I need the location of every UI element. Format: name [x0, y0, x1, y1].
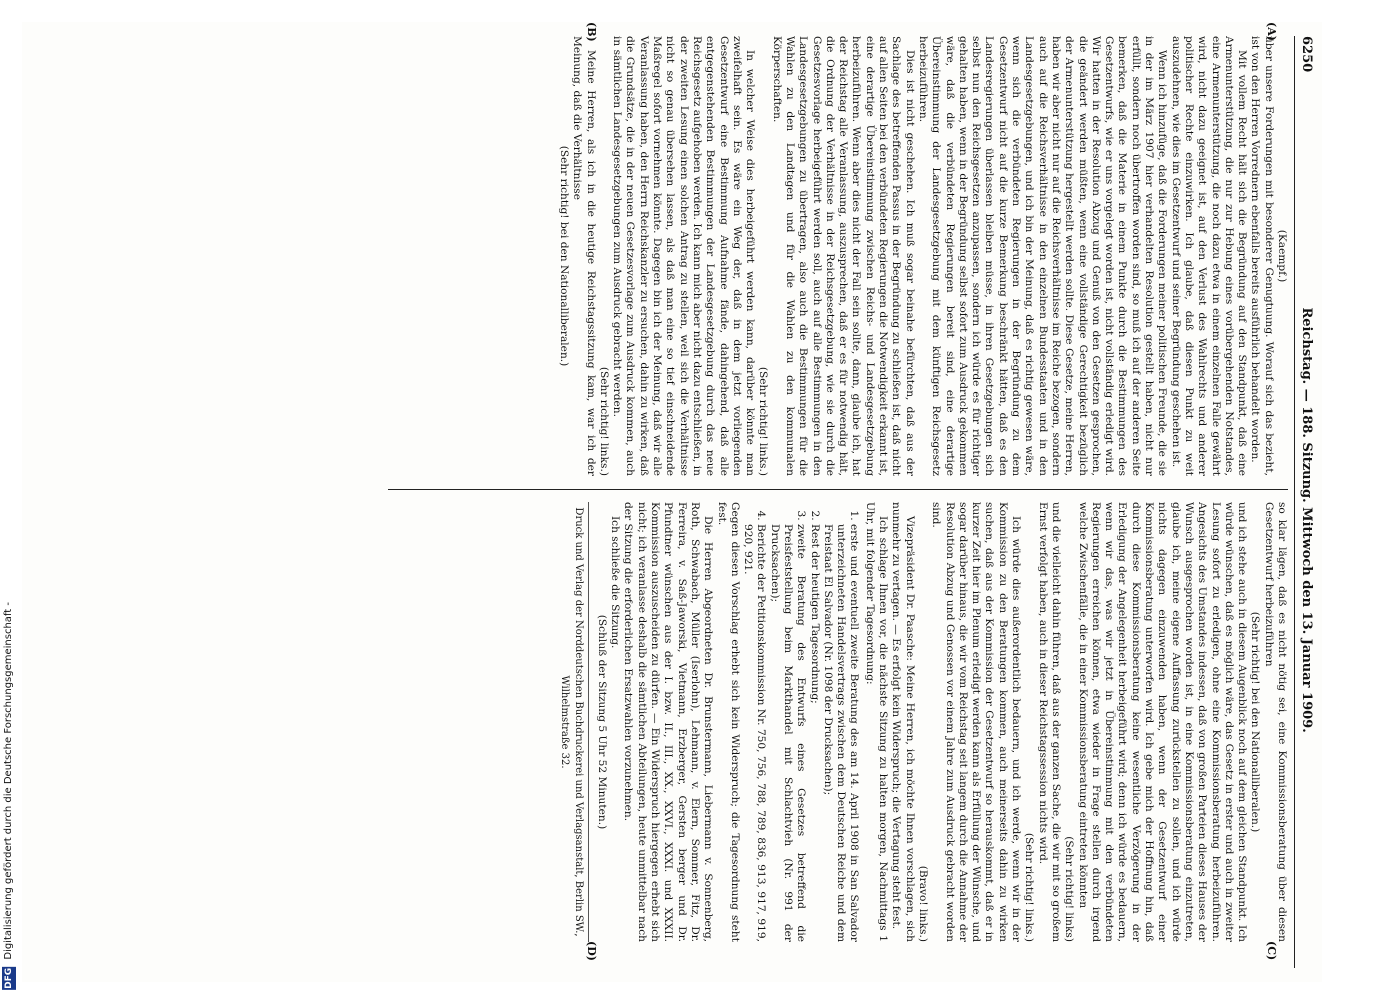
paragraph: Meine Herren, als ich in die heutige Reichstagssitzung kam, war ich der Meinung, daß die Verhältnisse [571, 36, 597, 476]
agenda-item: 2. Rest der heutigen Tagesordnung; [807, 524, 820, 942]
paragraph: so klar lägen, daß es nicht nötig sei, eine Kommissionsberatung über diesen Gesetzentwurf herbeizuführen [1262, 502, 1288, 942]
rotated-page [22, 22, 1322, 982]
margin-mark-c: (C) [1265, 941, 1278, 961]
closing-time: (Schluß der Sitzung 5 Uhr 52 Minuten.) [595, 614, 608, 830]
digitization-text: Digitalisierung gefördert durch die Deutsche Forschungsgemeinschaft - [3, 602, 14, 960]
agenda-list [741, 502, 861, 942]
interjection: (Sehr richtig! links.) [757, 366, 770, 476]
members-note: Die Herren Abgeordneten Dr. Brunstermann, Liebermann v. Sonnenberg, Roth, Schwabach, Müller (Iserlohn), Lehmann, v. Elern, Sommer, Fitz, Dr. Ferreira, v. Saß-Jaworski, Vietmann, Erzberger, Gersten berger und Dr. Pfundtner wünschen aus der I. bzw. II., III., XX., XXVI., XXXI. und XXXII. Kommission auszuscheiden zu dürfen. — Ein Widerspruch hiergegen erhebt sich nicht; ich veranlasse deshalb die sämtlichen Abteilungen, heute unmittelbar nach der Sitzung die erforderlichen Ersatzwahlen vorzunehmen. [622, 502, 715, 942]
margin-mark-b: (B) [585, 22, 598, 42]
interjection: (Sehr richtig! links.) [597, 366, 610, 476]
margin-mark-d: (D) [585, 941, 598, 961]
margin-mark-a: (A) [1265, 22, 1278, 41]
agenda-item: 4. Berichte der Petitionskommission Nr. 750, 756, 788, 789, 836, 913, 917, 919, 920, 921. [741, 524, 768, 942]
paragraph: Mit vollem Recht hält sich die Begründung auf den Standpunkt, daß eine Armenunterstützung, die nur zur Hebung eines vorübergehenden Notstandes, eine Armenunterstützung, die noch dazu etwa in einem einzelnen Falle gewährt wird, nicht dazu geeignet ist, auf den Verlust des Wahlrechts und anderer politischer Rechte einzuwirken. Ich glaube, daß diesen Punkt zu weit auszudehnen, wie dies im Gesetzentwurf und seiner Begründung geschehen ist. [1169, 36, 1249, 476]
next-sitting: Ich schlage Ihnen vor, die nächste Sitzung zu halten morgen, Nachmittags 1 Uhr, mit folgender Tagesordnung: [863, 502, 890, 942]
agenda-item: 1. erste und eventuell zweite Beratung des am 14. April 1908 in San Salvador unterzeichneten Handelsvertrags zwischen dem Deutschen Reiche und dem Freistaat El Salvador (Nr. 1098 der Drucksachen); [821, 524, 861, 942]
paragraph: Ich würde dies außerordentlich bedauern, und ich werde, wenn wir in der Kommission zu den Beratungen kommen, auch meinerseits dahin zu wirken suchen, daß aus der Kommission der Gesetzentwurf so herauskommt, daß er in kurzer Zeit hier im Plenum erledigt werden kann als Erfüllung der Wünsche, und sogar darüber hinaus, die wir vom Reichstag seit langem durch die Annahme der Resolution Abzug und Genossen vor einem Jahre zum Ausdruck gebracht worden sind. [930, 502, 1023, 942]
closing-statement: Ich schließe die Sitzung. [609, 516, 622, 649]
page-title: Reichstag. — 188. Sitzung. Mittwoch den 13. Januar 1909. [1299, 307, 1314, 733]
text-columns [48, 22, 1288, 968]
paragraph: über unsere Forderungen mit besonderer Genugtuung. Worauf sich das bezieht, ist von den Herren Vorrednern ebenfalls bereits ausführlich behandelt worden. [1249, 36, 1275, 476]
right-column [48, 502, 1288, 942]
paragraph: In welcher Weise dies herbeigeführt werden kann, darüber könnte man zweifelhaft sein. Es wäre ein Weg der, daß in dem jetzt vorliegenden Gesetzentwurf eine Bestimmung Aufnahme fände, dahingehend, daß alle entgegenstehenden Bestimmungen der Landesgesetzgebung durch das neue Reichsgesetz aufgehoben werden. Ich kann mich aber nicht dazu entschließen, in der zweiten Lesung einen solchen Antrag zu stellen, weil sich die Verhältnisse nicht so genau übersehen lassen, als daß man eine so tief einschneidende Maßregel sofort vornehmen könnte. Dagegen bin ich der Meinung, daß wir alle Veranlassung haben, den Herrn Reichskanzler zu ersuchen, dahin zu wirken, daß die Grundsätze, die in der neuen Gesetzesvorlage zum Ausdruck kommen, auch in sämtlichen Landesgesetzgebungen zum Ausdruck gebracht werden. [611, 36, 757, 476]
interjection: (Sehr richtig! links) [1063, 836, 1076, 942]
interjection: (Sehr richtig! links.) [1023, 832, 1036, 942]
vice-president-statement: Vizepräsident Dr. Paasche: Meine Herren, ich möchte Ihnen vorschlagen, sich nunmehr zu vertagen. — Es erfolgt kein Widerspruch; die Vertagung steht fest. [890, 502, 916, 942]
interjection: (Sehr richtig! bei den Nationalliberalen.) [1249, 611, 1262, 833]
column-divider [388, 489, 1288, 490]
dfg-logo: DFG [4, 967, 14, 989]
left-column [48, 36, 1288, 476]
printer-imprint: Druck und Verlag der Norddeutschen Buchdruckerei und Verlagsanstalt, Berlin SW., Wilhelmstraße 32. [558, 502, 589, 942]
agenda-item: 3. zweite Beratung des Entwurfs eines Gesetzes betreffend die Preisfeststellung beim Markthandel mit Schlachtvieh (Nr. 991 der Drucksachen); [767, 524, 807, 942]
speaker-label: (Kaempf.) [1276, 229, 1288, 283]
digitization-note [2, 602, 16, 990]
paragraph: und die vielleicht dahin führen, daß aus der ganzen Sache, die wir mit so großem Ernst verfolgt haben, auch in dieser Reichstagssession nichts wird. [1036, 502, 1062, 942]
page-number: 6250 [1299, 36, 1314, 73]
objection-note: Gegen diesen Vorschlag erhebt sich kein Widerspruch; die Tagesordnung steht fest. [715, 502, 741, 942]
page-header [1294, 36, 1314, 968]
interjection: (Bravo! links.) [916, 865, 929, 942]
paragraph: Wenn ich hinzufüge, daß die Forderungen meiner politischen Freunde, die sie in der im März 1907 hier verhandelten Resolution gestellt haben, nicht nur erfüllt, sondern noch übertroffen worden sind, so muß ich auf der anderen Seite bemerken, daß die Materie in einem Punkte durch die Bestimmungen des Gesetzentwurfs, wie er uns vorgelegt worden ist, nicht vollständig erledigt wird. Wir hatten in der Resolution Abzug und Genuß von den Gesetzen gesprochen, die geändert werden müßten, wenn eine vollständige Gerechtigkeit bezüglich der Armenunterstützung hergestellt werden sollte. Diese Gesetze, meine Herren, haben wir aber nicht nur auf die Reichsverhältnisse im Reiche bezogen, sondern auch auf die Reichsverhältnisse in den einzelnen Bundesstaaten und in den Landesgesetzgebungen, und ich bin der Meinung, daß es richtig gewesen wäre, wenn sich die verbündeten Regierungen in der Begründung zu dem Gesetzentwurf nicht auf die kurze Bemerkung beschränkt hätten, daß es den Landesregierungen überlassen bleiben müsse, in ihren Gesetzgebungen sich selbst nun den Reichsgesetzen anzupassen, sondern ich würde es für richtiger gehalten haben, wenn in der Begründung selbst sofort zum Ausdruck gekommen wäre, daß die verbündeten Regierungen bereit sind, eine derartige Übereinstimmung der Landesgesetzgebung mit dem künftigen Reichsgesetz herbeizuführen. [916, 36, 1169, 476]
paragraph: Dies ist nicht geschehen. Ich muß sogar beinahe befürchten, daß aus der Sachlage des betreffenden Passus in der Begründung zu schließen ist, daß nicht auf allen Seiten bei den verbündeten Regierungen die Notwendigkeit erkannt ist, eine derartige Übereinstimmung zwischen Reichs- und Landesgesetzgebung herbeizuführen. Wenn aber dies nicht der Fall sein sollte, dann, glaube ich, hat der Reichstag alle Veranlassung, auszusprechen, daß er es für notwendig hält, die Ordnung der Verhältnisse in der Reichsgesetzgebung, wie sie durch die Gesetzesvorlage herbeigeführt werden soll, auch auf alle Bestimmungen in den Landesgesetzgebungen zu übertragen, also auch die Bestimmungen für die Wahlen zu den Landtagen und für die Wahlen zu den kommunalen Körperschaften. [770, 36, 916, 476]
interjection: (Sehr richtig! bei den Nationalliberalen.) [557, 145, 570, 367]
paragraph: und ich stehe auch in diesem Augenblick noch auf dem gleichen Standpunkt. Ich würde wünschen, daß es möglich wäre, das Gesetz in erster und auch in zweiter Lesung sofort zu erledigen, ohne eine Kommissionsberatung herbeizuführen. Angesichts des Umstandes indessen, daß von großen Parteien dieses Hauses der Wunsch ausgesprochen worden ist, in eine Kommissionsberatung einzutreten, glaube ich, meine eigene Auffassung zurückstellen zu sollen, und ich würde nichts dagegen einzuwenden haben, wenn der Gesetzentwurf einer Kommissionsberatung unterworfen wird. Ich gebe mich der Hoffnung hin, daß durch diese Kommissionsberatung keine wesentliche Verzögerung in der Erledigung der Angelegenheit herbeigeführt wird; denn ich würde es bedauern, wenn wir das, was wir jetzt in Übereinstimmung mit den verbündeten Regierungen erreichen können, etwa wieder in Frage stellen durch irgend welche Zwischenfälle, die in einer Kommissionsberatung eintreten könnten [1076, 502, 1249, 942]
